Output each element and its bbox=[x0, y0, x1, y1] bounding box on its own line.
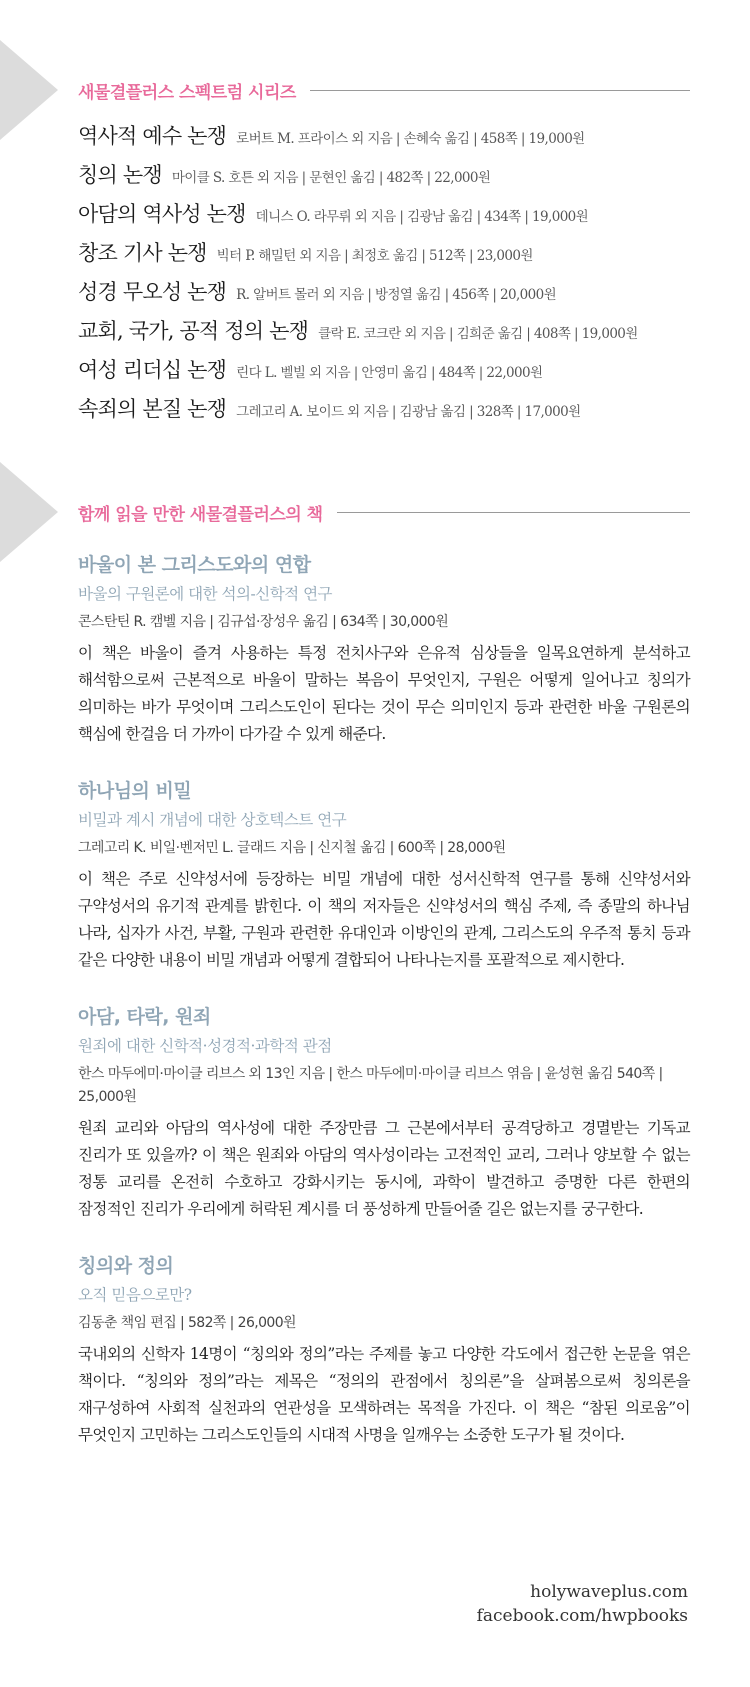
series-item-title: 교회, 국가, 공적 정의 논쟁 bbox=[78, 319, 309, 343]
book-entry bbox=[78, 1002, 690, 1223]
series-item bbox=[78, 237, 718, 276]
facebook-link[interactable]: facebook.com/hwpbooks bbox=[476, 1606, 688, 1626]
series-item-title: 칭의 논쟁 bbox=[78, 163, 162, 187]
series-item-meta: 데니스 O. 라무뤼 외 지음 | 김광남 옮김 | 434쪽 | 19,000원 bbox=[255, 209, 589, 225]
series-item-meta: 린다 L. 벨빌 외 지음 | 안영미 옮김 | 484쪽 | 22,000원 bbox=[236, 365, 543, 381]
book-list bbox=[78, 550, 690, 1477]
book-description: 원죄 교리와 아담의 역사성에 대한 주장만큼 그 근본에서부터 공격당하고 경멸받는 기독교 진리가 또 있을까? 이 책은 원죄와 아담의 역사성이라는 고전적인 교리, 그러나 양보할 수 없는 정통 교리를 온전히 수호하고 강화시키는 동시에, 과학이 발견하고 증명한 다른 한편의 잠정적인 진리가 우리에게 허락된 계시를 더 풍성하게 만들어줄 길은 없는지를 궁구한다. bbox=[78, 1119, 690, 1218]
book-title: 아담, 타락, 원죄 bbox=[78, 1006, 211, 1028]
series-item-title: 창조 기사 논쟁 bbox=[78, 241, 207, 265]
book-title: 하나님의 비밀 bbox=[78, 780, 192, 802]
series-item bbox=[78, 120, 718, 159]
book-subtitle: 원죄에 대한 신학적·성경적·과학적 관점 bbox=[78, 1037, 332, 1055]
book-subtitle: 오직 믿음으로만? bbox=[78, 1286, 192, 1304]
series-item bbox=[78, 393, 718, 432]
books-heading-rule bbox=[337, 512, 690, 513]
book-meta: 그레고리 K. 비일·벤저민 L. 글래드 지음 | 신지철 옮김 | 600쪽 | 28,000원 bbox=[78, 840, 506, 856]
book-title: 바울이 본 그리스도와의 연합 bbox=[78, 554, 311, 576]
series-section-header bbox=[78, 78, 690, 103]
series-item-title: 여성 리더십 논쟁 bbox=[78, 358, 227, 382]
decorative-triangle-top bbox=[0, 40, 58, 140]
book-entry bbox=[78, 776, 690, 974]
series-item-title: 속죄의 본질 논쟁 bbox=[78, 397, 227, 421]
book-entry bbox=[78, 550, 690, 748]
book-entry bbox=[78, 1251, 690, 1449]
book-subtitle: 비밀과 계시 개념에 대한 상호텍스트 연구 bbox=[78, 811, 347, 829]
series-item-meta: R. 알버트 몰러 외 지음 | 방정열 옮김 | 456쪽 | 20,000원 bbox=[236, 287, 557, 303]
series-list bbox=[78, 120, 718, 432]
series-section-heading: 새물결플러스 스펙트럼 시리즈 bbox=[78, 83, 296, 103]
book-description: 국내외의 신학자 14명이 “칭의와 정의”라는 주제를 놓고 다양한 각도에서 접근한 논문을 엮은 책이다. “칭의와 정의”라는 제목은 “정의의 관점에서 칭의론”을 살펴봄으로써 칭의론을 재구성하여 사회적 실천과의 연관성을 모색하려는 목적을 가진다. 이 책은 “참된 의로움”이 무엇인지 고민하는 그리스도인들의 시대적 사명을 일깨우는 소중한 도구가 될 것이다. bbox=[78, 1345, 690, 1444]
book-meta: 김동춘 책임 편집 | 582쪽 | 26,000원 bbox=[78, 1315, 296, 1331]
series-item bbox=[78, 354, 718, 393]
book-title: 칭의와 정의 bbox=[78, 1255, 174, 1277]
book-description: 이 책은 주로 신약성서에 등장하는 비밀 개념에 대한 성서신학적 연구를 통해 신약성서와 구약성서의 유기적 관계를 밝힌다. 이 책의 저자들은 신약성서의 핵심 주제, 즉 종말의 하나님 나라, 십자가 사건, 부활, 구원과 관련한 유대인과 이방인의 관계, 그리스도의 우주적 통치 등과 같은 다양한 내용이 비밀 개념과 어떻게 결합되어 나타나는지를 포괄적으로 제시한다. bbox=[78, 870, 690, 969]
series-item bbox=[78, 276, 718, 315]
book-description: 이 책은 바울이 즐겨 사용하는 특정 전치사구와 은유적 심상들을 일목요연하게 분석하고 해석함으로써 근본적으로 바울이 말하는 복음이 무엇인지, 구원은 어떻게 일어나고 칭의가 의미하는 바가 무엇이며 그리스도인이 된다는 것이 무슨 의미인지 등과 관련한 바울 구원론의 핵심에 한걸음 더 가까이 다가갈 수 있게 해준다. bbox=[78, 644, 690, 743]
series-item-title: 아담의 역사성 논쟁 bbox=[78, 202, 246, 226]
series-item bbox=[78, 159, 718, 198]
series-heading-rule bbox=[310, 90, 690, 91]
series-item bbox=[78, 198, 718, 237]
series-item-meta: 그레고리 A. 보이드 외 지음 | 김광남 옮김 | 328쪽 | 17,000원 bbox=[236, 404, 581, 420]
series-item-title: 성경 무오성 논쟁 bbox=[78, 280, 227, 304]
series-item-title: 역사적 예수 논쟁 bbox=[78, 124, 227, 148]
decorative-triangle-middle bbox=[0, 462, 58, 562]
series-item-meta: 로버트 M. 프라이스 외 지음 | 손혜숙 옮김 | 458쪽 | 19,000원 bbox=[236, 131, 585, 147]
series-item bbox=[78, 315, 718, 354]
book-subtitle: 바울의 구원론에 대한 석의-신학적 연구 bbox=[78, 585, 333, 603]
books-section-header bbox=[78, 500, 690, 525]
website-link[interactable]: holywaveplus.com bbox=[530, 1582, 688, 1602]
books-section-heading: 함께 읽을 만한 새물결플러스의 책 bbox=[78, 505, 323, 525]
book-meta: 한스 마두에미·마이클 리브스 외 13인 지음 | 한스 마두에미·마이클 리브스 엮음 | 윤성현 옮김 540쪽 | 25,000원 bbox=[78, 1066, 663, 1105]
series-item-meta: 마이클 S. 호튼 외 지음 | 문현인 옮김 | 482쪽 | 22,000원 bbox=[171, 170, 491, 186]
book-meta: 콘스탄틴 R. 캠벨 지음 | 김규섭·장성우 옮김 | 634쪽 | 30,000원 bbox=[78, 614, 449, 630]
series-item-meta: 클락 E. 코크란 외 지음 | 김희준 옮김 | 408쪽 | 19,000원 bbox=[318, 326, 638, 342]
footer bbox=[477, 1580, 688, 1628]
series-item-meta: 빅터 P. 해밀턴 외 지음 | 최정호 옮김 | 512쪽 | 23,000원 bbox=[216, 248, 533, 264]
